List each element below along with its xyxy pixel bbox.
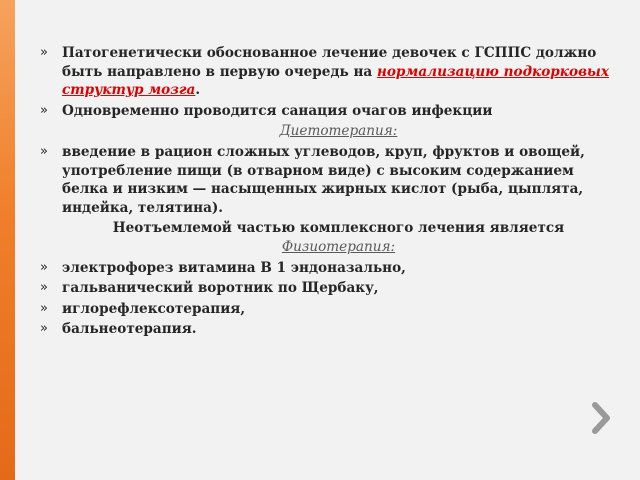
diet-text: введение в рацион сложных углеводов, круп, фруктов и овощей, употребление пищи (в отварном виде) с высоким содержанием белка и низким — насыщенных жирных кислот (рыба, цыплята, индейка, телятина).: [62, 143, 585, 216]
treatment-end: .: [195, 82, 201, 99]
treatment-text: Патогенетически обоснованное лечение девочек с ГСППС должно быть направлено в первую очередь на: [62, 45, 597, 80]
bullet-icon: »: [40, 280, 48, 296]
physio-intro-row: [40, 219, 615, 256]
list-item: [40, 320, 615, 339]
diet-heading-row: [40, 122, 615, 141]
treatment-highlight: нормализацию подкорковых структур мозга: [62, 63, 609, 99]
list-item-text: иглорефлексотерапия,: [62, 300, 246, 317]
sanation-text: Одновременно проводится санация очагов инфекции: [62, 102, 493, 119]
diet-heading: Диетотерапия:: [279, 123, 398, 140]
physio-heading: Физиотерапия:: [281, 238, 396, 255]
bullet-item-treatment: [40, 44, 615, 100]
list-item: [40, 300, 615, 319]
bullet-icon: »: [40, 45, 48, 60]
list-item: [40, 259, 615, 278]
bullet-icon: »: [40, 321, 48, 337]
list-item-text: электрофорез витамина В 1 эндоназально,: [62, 259, 406, 276]
chevron-right-icon[interactable]: [586, 398, 616, 438]
bullet-item-diet: [40, 143, 615, 217]
bullet-item-sanation: [40, 102, 615, 121]
accent-bar: [0, 0, 15, 480]
list-item: [40, 279, 615, 298]
list-item-text: гальванический воротник по Щербаку,: [62, 280, 379, 297]
bullet-icon: »: [40, 259, 48, 275]
bullet-icon: »: [40, 102, 48, 118]
physio-intro: Неотъемлемой частью комплексного лечения является: [112, 220, 565, 237]
slide-content: [40, 44, 615, 339]
list-item-text: бальнеотерапия.: [62, 321, 197, 338]
bullet-icon: »: [40, 300, 48, 316]
bullet-icon: »: [40, 143, 48, 159]
